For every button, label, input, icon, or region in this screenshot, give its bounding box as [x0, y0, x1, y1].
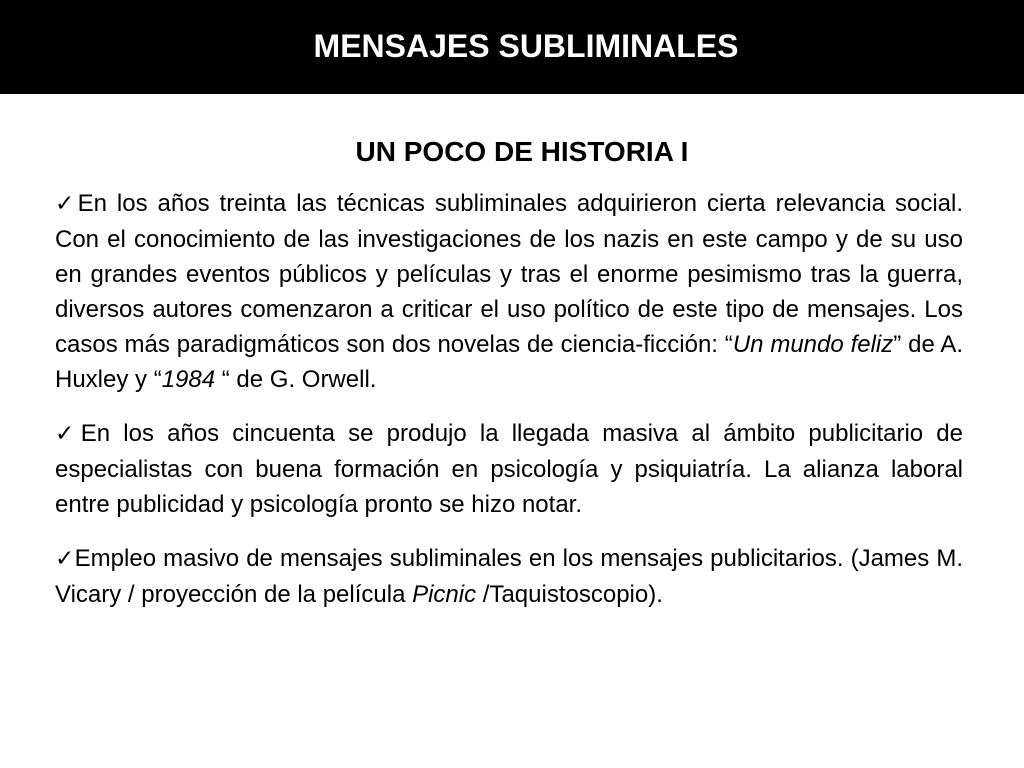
bullet-item-3: [55, 541, 963, 612]
bullet-1-text-b: ” de A. Huxley y “: [55, 331, 964, 393]
section-subtitle: UN POCO DE HISTORIA I: [355, 136, 689, 167]
bullet-3-text-b: /Taquistoscopio).: [476, 581, 663, 608]
bullet-item-1: [55, 186, 963, 397]
checkmark-icon: ✓: [55, 421, 81, 447]
bullet-3-text-a: Empleo masivo de mensajes subliminales en los mensajes publicitarios. (James M. Vicary / proyección de la película: [55, 545, 963, 608]
bullet-3-title-picnic: Picnic: [412, 581, 477, 608]
checkmark-icon: ✓: [55, 191, 78, 217]
bullet-2-text: En los años cincuenta se produjo la llegada masiva al ámbito publicitario de especialistas con buena formación en psicología y psiquiatría. La alianza laboral entre publicidad y psicología pronto se hizo notar.: [55, 420, 964, 518]
title-bar: [0, 0, 1024, 94]
bullet-item-2: [55, 416, 963, 522]
bullet-1-title-1984: 1984: [161, 366, 216, 393]
bullet-list: [55, 186, 963, 631]
bullet-1-text-c: “ de G. Orwell.: [215, 366, 377, 393]
slide-title: MENSAJES SUBLIMINALES: [313, 28, 739, 64]
bullet-1-title-un-mundo-feliz: Un mundo feliz: [732, 331, 894, 358]
checkmark-icon: ✓: [55, 546, 75, 572]
bullet-1-text-a: En los años treinta las técnicas subliminales adquirieron cierta relevancia social. Con el conocimiento de las investigaciones de los nazis en este campo y de su uso en grandes eventos públicos y películas y tras el enorme pesimismo tras la guerra, diversos autores comenzaron a criticar el uso político de este tipo de mensajes. Los casos más paradigmáticos son dos novelas de ciencia-ficción: “: [55, 190, 963, 358]
